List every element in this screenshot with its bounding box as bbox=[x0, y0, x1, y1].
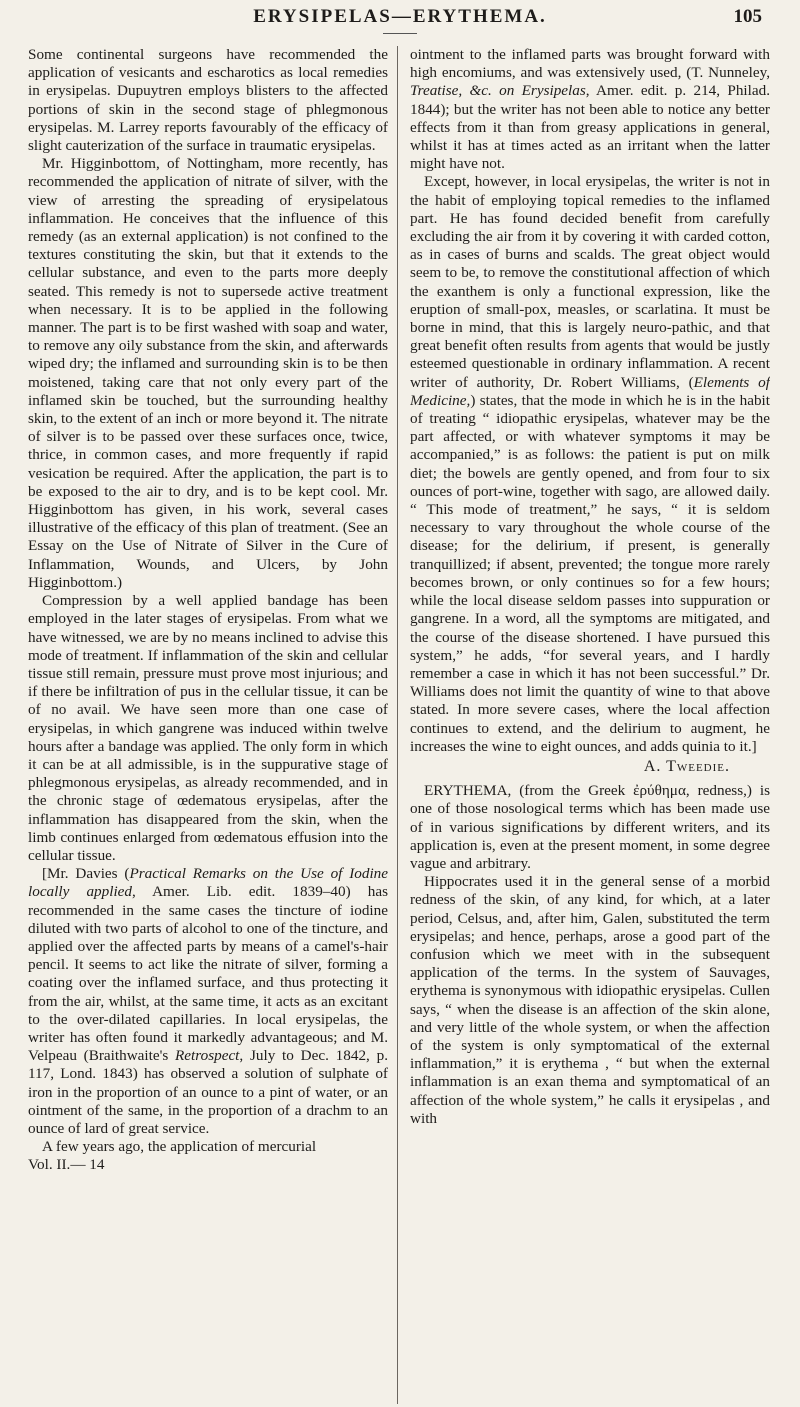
left-column bbox=[28, 46, 388, 1391]
citation-title: Practical Remarks on the Use of Iodine locally applied bbox=[28, 865, 388, 901]
citation-title: Treatise, &c. on Erysipelas bbox=[410, 82, 586, 100]
paragraph-davies: [Mr. Davies (Practical Remarks on the Use of Iodine locally applied, Amer. Lib. edit. 1839–40) has recommended in the same cases the tincture of iodine diluted with two parts of alcohol to one of the tincture, and applied over the affected parts by means of a camel's-hair pencil. It seems to act like the nitrate of silver, forming a coating over the inflamed surface, and thus protecting it from the air, whilst, at the same time, it acts as an excitant to the over-dilated capillaries. In local erysipelas, the writer has often found it markedly advantageous; and M. Velpeau (Braithwaite's Retrospect, July to Dec. 1842, p. 117, Lond. 1843) has observed a solution of sulphate of iron in the proportion of an ounce to a pint of water, or an ointment of the same, in the proportion of a drachm to an ounce of lard of great service. bbox=[28, 865, 388, 1137]
paragraph-higginbottom: Mr. Higginbottom, of Nottingham, more recently, has recommended the application of nitrate of silver, with the view of arresting the spreading of erysipelatous inflammation. He conceives that the influence of this remedy (as an external application) is not confined to the textures constituting the skin, but that it extends to the cellular substance, and even to the parts more deeply seated. This remedy is not to supersede active treatment when necessary. It is to be applied in the following manner. The part is to be first washed with soap and water, to remove any oily substance from the skin, and afterwards wiped dry; the inflamed and surrounding skin is to be then moistened, taking care that not only every part of the inflamed skin be touched, but the surrounding healthy skin, to the extent of an inch or more beyond it. The nitrate of silver is to be passed over these surfaces once, twice, thrice, in common cases, and more frequently if rapid vesication be required. After the application, the part is to be exposed to the air to dry, and is to be kept cool. Mr. Higginbottom has given, in his work, several cases illustrative of the efficacy of this plan of treatment. (See an Essay on the Use of Nitrate of Silver in the Cure of Inflammation, Wounds, and Ulcers, by John Higginbottom.) bbox=[28, 155, 388, 591]
page-number: 105 bbox=[733, 6, 762, 27]
paragraph-continental-surgeons: Some continental surgeons have recommended the application of vesicants and escharotics as local remedies in erysipelas. Dupuytren employs blisters to the affected portions of skin in the second stage of phlegmonous erysipelas. M. Larrey reports favourably of the efficacy of slight cauterization of the surface in traumatic erysipelas. bbox=[28, 46, 388, 155]
header-ornament bbox=[383, 33, 417, 35]
paragraph-mercurial: A few years ago, the application of mercurial bbox=[42, 1138, 317, 1156]
page-header bbox=[0, 6, 800, 36]
paragraph-compression: Compression by a well applied bandage has been employed in the later stages of erysipelas. From what we have witnessed, we are by no means inclined to advise this mode of treatment. If inflammation of the skin and cellular tissue still remain, pressure must prove most injurious; and if there be infiltration of pus in the cellular tissue, it can be of no avail. We have seen more than one case of erysipelas, in which gangrene was induced within twelve hours after a bandage was applied. The only form in which it can be at all admissible, is in the suppurative stage of phlegmonous erysipelas, as already recommended, and in the chronic stage of œdematous erysipelas, after the inflammation has disappeared from the skin, when the limb continues enlarged from œdematous effusion into the cellular tissue. bbox=[28, 592, 388, 864]
author-signature: A. Tweedie. bbox=[643, 757, 730, 775]
paragraph-ointment: ointment to the inflamed parts was brought forward with high encomiums, and was extensively used, (T. Nunneley, Treatise, &c. on Erysipelas, Amer. edit. p. 214, Philad. 1844); but the writer has not been able to notice any better effects from it than from greasy applications in general, whilst it has at times acted as an irritant when the latter might have not. bbox=[410, 46, 770, 173]
paragraph-williams: Except, however, in local erysipelas, the writer is not in the habit of employing topical remedies to the inflamed part. He has found decided benefit from carefully excluding the air from it by covering it with carded cotton, as in cases of burns and scalds. The great object would seem to be, to remove the constitutional affection of which the exanthem is only a functional expression, like the eruption of small-pox, measles, or scarlatina. It must be borne in mind, that this is largely neuro-pathic, and that great benefit often results from agents that would be justly esteemed questionable in ordinary inflammation. A recent writer of authority, Dr. Robert Williams, (Elements of Medicine,) states, that the mode in which he is in the habit of treating “ idiopathic erysipelas, whatever may be the part affected, or with whatever symptoms it may be accompanied,” is as follows: the patient is put on milk diet; the bowels are gently opened, and from four to six ounces of port-wine, together with sago, are allowed daily. “ This mode of treatment,” he says, “ it is seldom necessary to vary throughout the whole course of the disease; for the delirium, if present, is generally tranquillized; if absent, prevented; the tongue more rarely becomes brown, or only continues so for a few hours; while the local disease seldom passes into suppuration or gangrene. In a word, all the symptoms are mitigated, and the course of the disease shortened. I have pursued this system,” he adds, “for several years, and I hardly remember a case in which it has not been successful.” Dr. Williams does not limit the quantity of wine to that above stated. In more severe cases, where the local affection continues to extend, and the delirium to augment, he increases the wine to eight ounces, and adds quinia to it.] bbox=[410, 173, 770, 755]
running-title: ERYSIPELAS—ERYTHEMA. bbox=[253, 6, 547, 27]
citation-title: Retrospect bbox=[175, 1047, 240, 1065]
column-divider bbox=[397, 46, 398, 1404]
paragraph-erythema: ERYTHEMA, (from the Greek ἐρύθημα, redness,) is one of those nosological terms which has been made use of in various significations by different writers, and its application is, even at the present moment, in some degree vague and arbitrary. bbox=[410, 782, 770, 872]
right-column bbox=[410, 46, 770, 1391]
paragraph-hippocrates: Hippocrates used it in the general sense of a morbid redness of the skin, of any kind, for which, at a later period, Celsus, and, after him, Galen, substituted the term erysipelas; and hence, perhaps, arose a good part of the confusion which we meet with in the subsequent application of the terms. In the system of Sauvages, erythema is synonymous with idiopathic erysipelas. Cullen says, “ when the disease is an affection of the skin alone, and very little of the whole system, or when the affection of the system is only symptomatical of the external inflammation,” it is erythema , “ but when the external inflammation is an exan thema and symptomatical of an affection of the whole system,” he calls it erysipelas , and with bbox=[410, 873, 770, 1127]
volume-marker: Vol. II.— 14 bbox=[28, 1156, 105, 1174]
citation-title: Elements of Medicine, bbox=[410, 373, 770, 409]
